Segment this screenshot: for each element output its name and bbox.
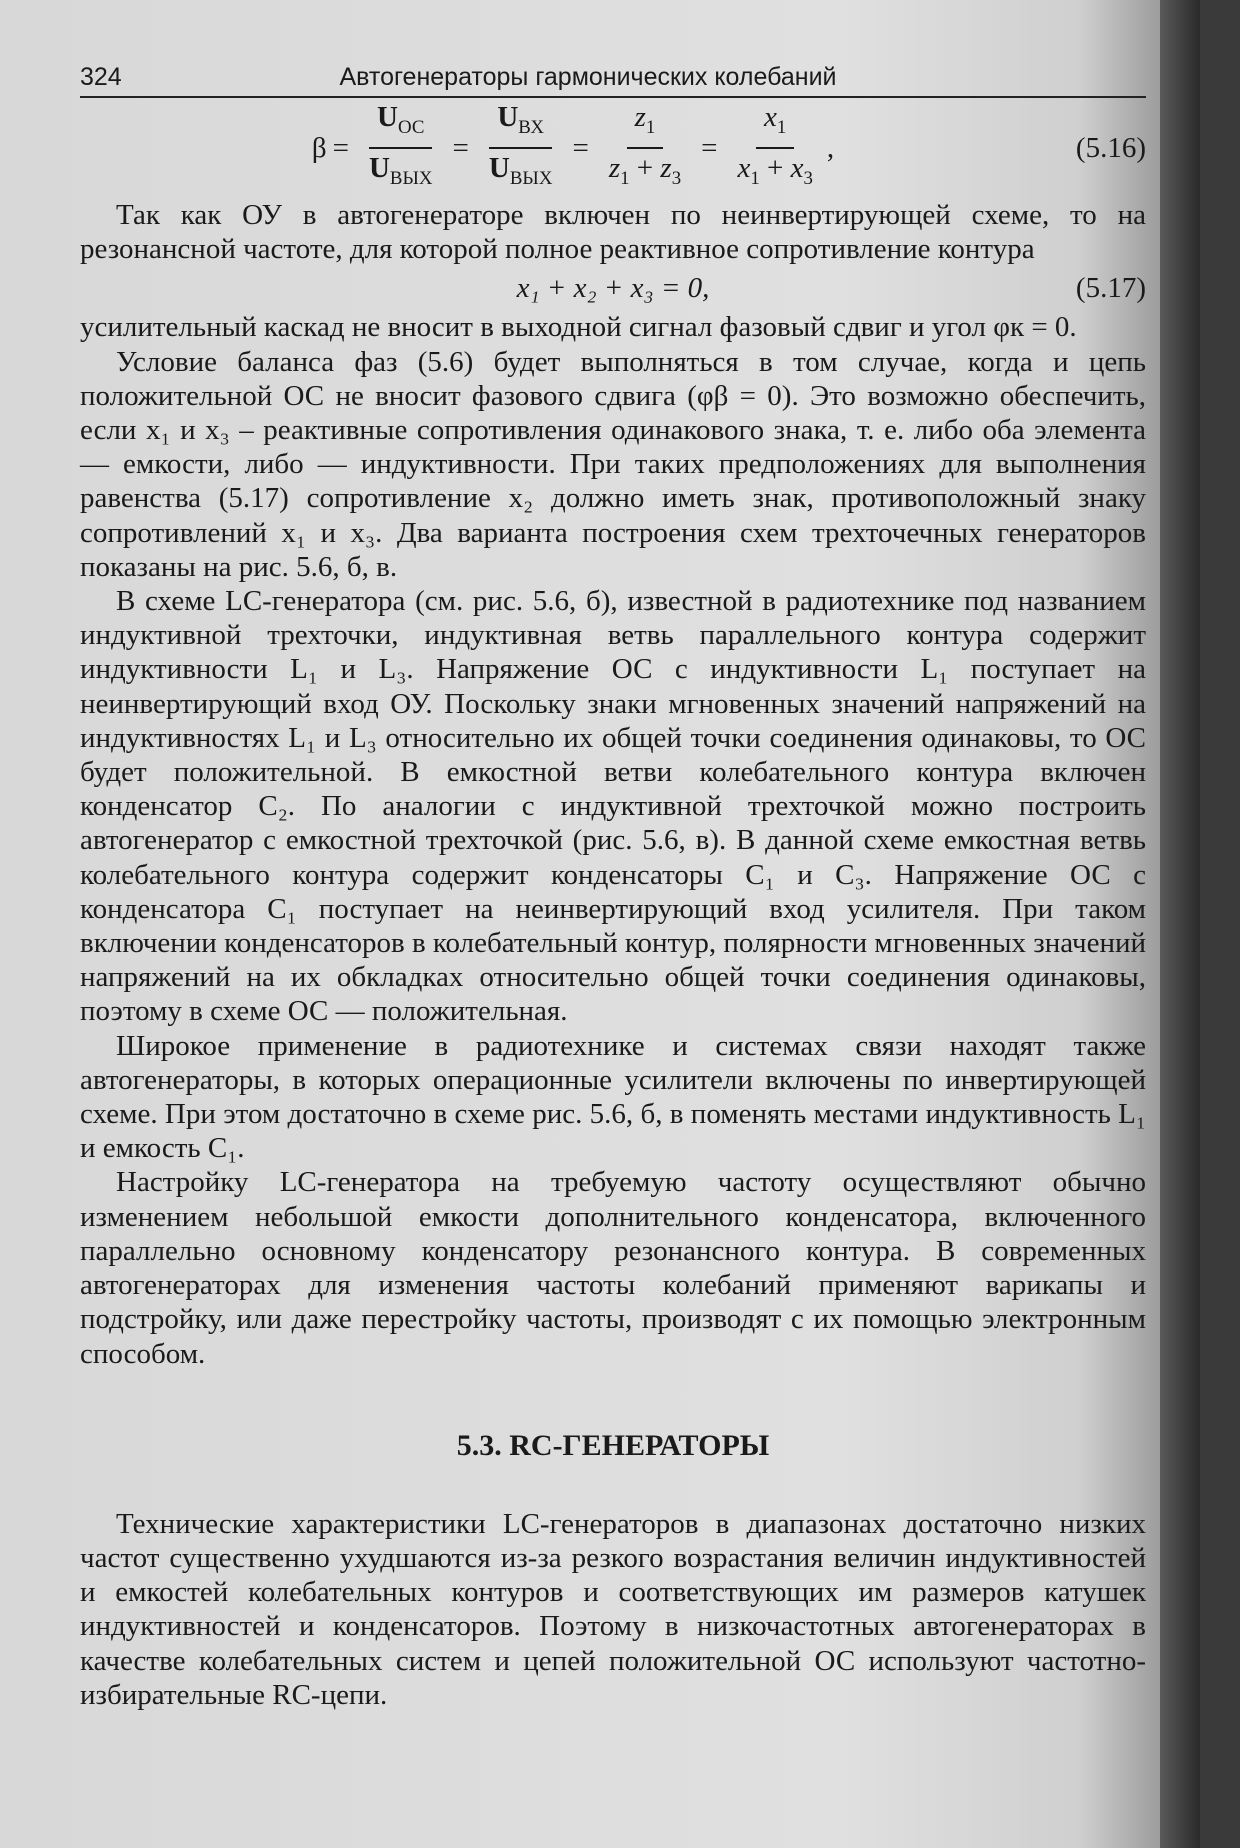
book-spine-shadow: [1160, 0, 1200, 1848]
fraction-z: $\frac{z_1}{z_1 + z_3}$: [601, 98, 689, 198]
equation-number-5-17: (5.17): [1075, 272, 1146, 305]
paragraph-3: В схеме LC-генератора (см. рис. 5.6, б), известной в радиотехнике под названием индуктивной трехточки, индуктивная ветвь параллельного контура содержит индуктивности L₁ и L₃. Напряжение ОС с индуктивности L₁ поступает на неинвертирующий вход ОУ. Поскольку знаки мгновенных значений напряжений на индуктивностях L₁ и L₃ относительно их общей точки соединения одинаковы, то ОС будет положительной. В емкостной ветви колебательного контура включен конденсатор C₂. По аналогии с индуктивной трехточкой можно построить автогенератор с емкостной трехточкой (рис. 5.6, в). В данной схеме емкостная ветвь колебательного контура содержит конденсаторы C₁ и C₃. Напряжение ОС с конденсатора C₁ поступает на неинвертирующий вход усилителя. При таком включении конденсаторов в колебательный контур, полярности мгновенных значений напряжений на их обкладках относительно общей точки соединения одинаковы, поэтому в схеме ОС — положительная.: [80, 585, 1146, 1028]
paragraph-4: Широкое применение в радиотехнике и системах связи находят также автогенераторы, в которых операционные усилители включены по инвертирующей схеме. При этом достаточно в схеме рис. 5.6, б, в поменять местами индуктивность L₁ и емкость C₁.: [80, 1029, 1146, 1165]
fraction-uos-uvykh: $\frac{U_{ОС}}{U_{ВЫХ}}$: [361, 98, 441, 198]
fraction-x: $\frac{x_1}{x_1 + x_3}$: [729, 98, 820, 198]
equation-5-17: [80, 266, 1146, 310]
beta-symbol: β: [311, 132, 327, 164]
paragraph-6: Технические характеристики LC-генераторов в диапазонах достаточно низких частот существенно ухудшаются из-за резкого возрастания величин индуктивностей и емкостей колебательных контуров и соответствующих им размеров катушек индуктивностей и конденсаторов. Поэтому в низкочастотных автогенераторах в качестве колебательных систем и цепей положительной ОС используют частотно-избирательные RC-цепи.: [80, 1507, 1146, 1711]
page-content: [80, 56, 1146, 1712]
paragraph-2: Условие баланса фаз (5.6) будет выполняться в том случае, когда и цепь положительной ОС не вносит фазового сдвига (φβ = 0). Это возможно обеспечить, если x₁ и x₃ – реактивные сопротивления одинакового знака, т. е. либо оба элемента — емкости, либо — индуктивности. При таких предположениях для выполнения равенства (5.17) сопротивление x₂ должно иметь знак, противоположный знаку сопротивлений x₁ и x₃. Два варианта построения схем трехточечных генераторов показаны на рис. 5.6, б, в.: [80, 345, 1146, 583]
equation-number-5-16: (5.16): [1075, 132, 1146, 164]
running-header: [80, 56, 1146, 98]
paragraph-1: Так как ОУ в автогенераторе включен по неинвертирующей схеме, то на резонансной частоте, для которой полное реактивное сопротивление контура: [80, 199, 1146, 266]
equation-5-17-body: x₁ + x₂ + x₃ = 0,: [516, 272, 710, 305]
fraction-uvx-uvykh: $\frac{U_{ВХ}}{U_{ВЫХ}}$: [481, 98, 561, 198]
equation-5-16: β = $\frac{U_{ОС}}{U_{ВЫХ}}$ = $\frac{U_{ВХ}}{U_{ВЫХ}}$ = $\frac{z_1}{z_1 + z_3}$ = $\frac{x_1}{x_1 + x_3}$ , (5.16): [80, 98, 1146, 198]
paragraph-5: Настройку LC-генератора на требуемую частоту осуществляют обычно изменением небольшой емкости дополнительного конденсатора, включенного параллельно основному конденсатору резонансного контура. В современных автогенераторах для изменения частоты колебаний применяют варикапы и подстройку, или даже перестройку частоты, производят с их помощью электронным способом.: [80, 1166, 1146, 1370]
page-number: 324: [80, 63, 122, 91]
paragraph-1-continued: усилительный каскад не вносит в выходной сигнал фазовый сдвиг и угол φк = 0.: [80, 311, 1077, 344]
running-title: Автогенераторы гармонических колебаний: [339, 63, 837, 91]
section-heading: 5.3. RC-ГЕНЕРАТОРЫ: [456, 1428, 770, 1462]
